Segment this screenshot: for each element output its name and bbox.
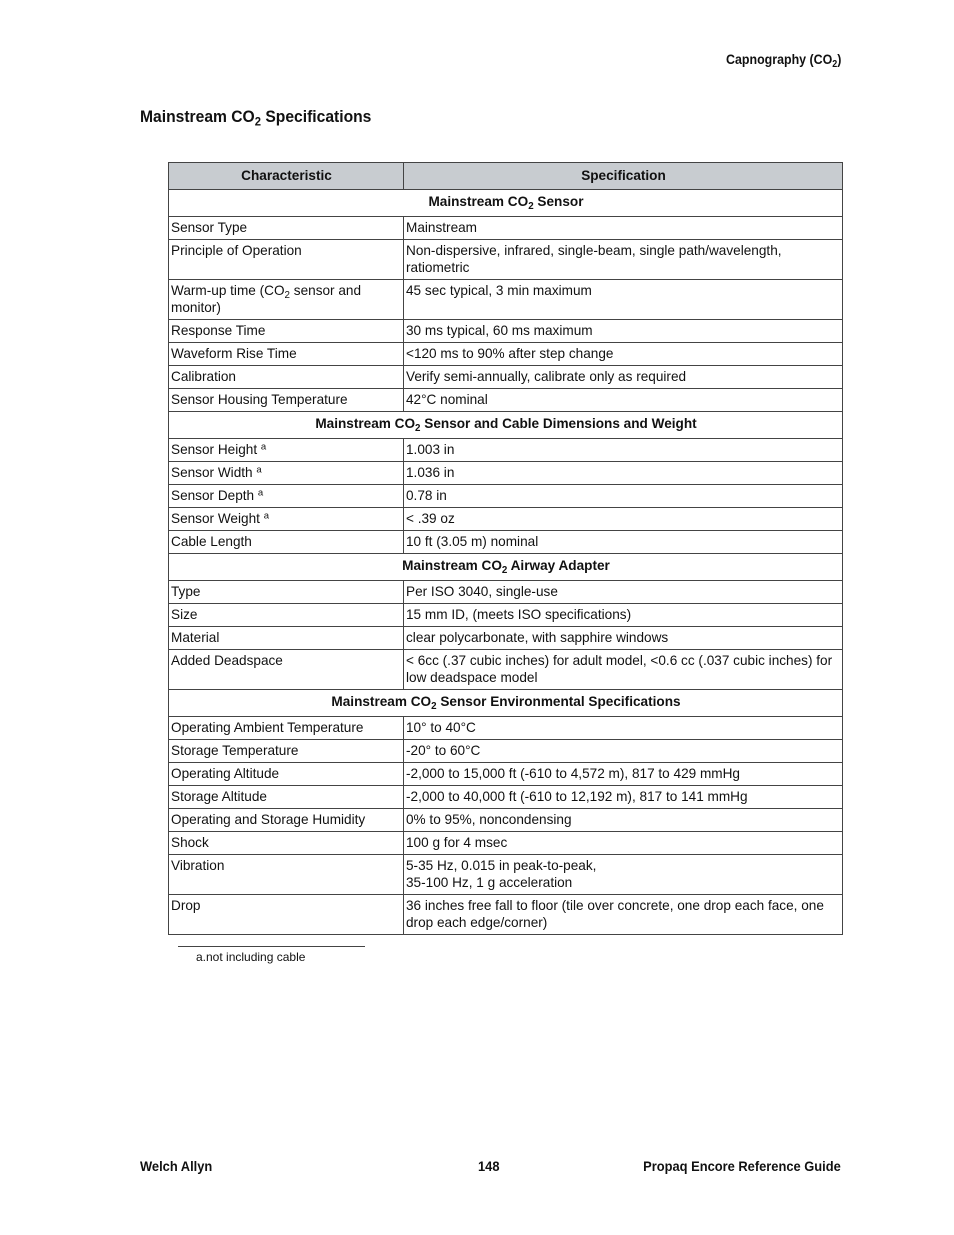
specification-cell: 42°C nominal — [404, 389, 843, 412]
characteristic-cell — [169, 508, 404, 531]
table-row — [169, 531, 843, 554]
footer-page-number: 148 — [478, 1158, 500, 1174]
table-row — [169, 240, 843, 280]
characteristic-cell — [169, 717, 404, 740]
characteristic-text: Storage Altitude — [171, 789, 267, 804]
characteristic-cell — [169, 895, 404, 935]
characteristic-cell — [169, 439, 404, 462]
group-heading-text: Mainstream CO — [428, 194, 529, 209]
table-row — [169, 320, 843, 343]
table-row — [169, 366, 843, 389]
table-row — [169, 627, 843, 650]
characteristic-cell — [169, 240, 404, 280]
table-row — [169, 581, 843, 604]
characteristic-text: Storage Temperature — [171, 743, 299, 758]
specification-cell: -20° to 60°C — [404, 740, 843, 763]
table-row — [169, 280, 843, 320]
characteristic-text: Material — [171, 630, 220, 645]
characteristic-text: Sensor Depth — [171, 488, 258, 503]
characteristic-cell — [169, 485, 404, 508]
table-row — [169, 740, 843, 763]
group-row — [169, 554, 843, 581]
specification-cell: 1.036 in — [404, 462, 843, 485]
table-row — [169, 485, 843, 508]
footnote-marker: a — [263, 510, 269, 522]
group-heading — [169, 554, 843, 581]
table-row — [169, 389, 843, 412]
group-heading — [169, 690, 843, 717]
characteristic-cell — [169, 531, 404, 554]
specification-cell: 1.003 in — [404, 439, 843, 462]
characteristic-text: Cable Length — [171, 534, 252, 549]
specification-cell: <120 ms to 90% after step change — [404, 343, 843, 366]
table-row — [169, 832, 843, 855]
characteristic-cell — [169, 627, 404, 650]
specification-cell: Verify semi-annually, calibrate only as required — [404, 366, 843, 389]
running-head-text: Capnography (CO — [725, 52, 832, 67]
table-row — [169, 217, 843, 240]
specifications-table — [168, 162, 843, 935]
table-row — [169, 343, 843, 366]
column-header-specification: Specification — [404, 163, 843, 190]
table-row — [169, 650, 843, 690]
characteristic-text: Sensor Width — [171, 465, 257, 480]
characteristic-text: Sensor Housing Temperature — [171, 392, 348, 407]
table-row — [169, 809, 843, 832]
characteristic-cell — [169, 809, 404, 832]
table-row — [169, 604, 843, 627]
characteristic-cell — [169, 343, 404, 366]
footnote-marker: a — [260, 441, 267, 453]
specification-cell: 100 g for 4 msec — [404, 832, 843, 855]
specification-cell: 15 mm ID, (meets ISO specifications) — [404, 604, 843, 627]
characteristic-text: Operating Ambient Temperature — [171, 720, 364, 735]
group-heading-text: Mainstream CO — [315, 416, 416, 431]
characteristic-cell — [169, 740, 404, 763]
characteristic-cell — [169, 389, 404, 412]
specification-cell: 10 ft (3.05 m) nominal — [404, 531, 843, 554]
section-title-text: Mainstream CO — [140, 107, 255, 126]
specification-cell: 0.78 in — [404, 485, 843, 508]
characteristic-cell — [169, 217, 404, 240]
group-heading-text: Mainstream CO — [331, 694, 432, 709]
group-heading-subscript: 2 — [431, 700, 437, 712]
footer-company: Welch Allyn — [140, 1158, 213, 1174]
group-heading-subscript: 2 — [528, 200, 534, 212]
characteristic-text: Shock — [171, 835, 209, 850]
characteristic-text: Response Time — [171, 323, 266, 338]
characteristic-cell — [169, 855, 404, 895]
group-heading-subscript: 2 — [501, 564, 508, 576]
characteristic-cell — [169, 366, 404, 389]
section-title-subscript: 2 — [254, 114, 261, 129]
group-row — [169, 690, 843, 717]
table-row — [169, 717, 843, 740]
specification-cell: 30 ms typical, 60 ms maximum — [404, 320, 843, 343]
specification-cell: -2,000 to 15,000 ft (-610 to 4,572 m), 817 to 429 mmHg — [404, 763, 843, 786]
characteristic-text: Principle of Operation — [171, 243, 302, 258]
specification-cell: 5-35 Hz, 0.015 in peak-to-peak, 35-100 Hz, 1 g acceleration — [404, 855, 843, 895]
specification-cell: Non-dispersive, infrared, single-beam, single path/wavelength, ratiometric — [404, 240, 843, 280]
group-heading — [169, 190, 843, 217]
table-row — [169, 855, 843, 895]
characteristic-text: Size — [171, 607, 198, 622]
table-row — [169, 508, 843, 531]
footnote-marker: a — [257, 487, 264, 499]
specification-cell: < .39 oz — [404, 508, 843, 531]
section-title — [140, 107, 371, 127]
specification-cell: 10° to 40°C — [404, 717, 843, 740]
specification-cell: clear polycarbonate, with sapphire windows — [404, 627, 843, 650]
running-head — [725, 52, 841, 70]
specification-cell: 0% to 95%, noncondensing — [404, 809, 843, 832]
characteristic-text: Warm-up time (CO — [171, 283, 285, 298]
characteristic-cell — [169, 604, 404, 627]
characteristic-text: Operating and Storage Humidity — [171, 812, 366, 827]
characteristic-cell — [169, 280, 404, 320]
group-heading-suffix: Airway Adapter — [507, 558, 610, 573]
specification-cell: 45 sec typical, 3 min maximum — [404, 280, 843, 320]
characteristic-cell — [169, 462, 404, 485]
specification-cell: -2,000 to 40,000 ft (-610 to 12,192 m), 817 to 141 mmHg — [404, 786, 843, 809]
characteristic-cell — [169, 650, 404, 690]
table-body — [169, 190, 843, 935]
footnote: a.not including cable — [196, 950, 306, 964]
characteristic-cell — [169, 832, 404, 855]
characteristic-cell — [169, 320, 404, 343]
characteristic-suffix: sensor and monitor) — [171, 283, 362, 315]
characteristic-cell — [169, 581, 404, 604]
running-head-subscript: 2 — [831, 58, 837, 70]
table-row — [169, 439, 843, 462]
section-title-suffix: Specifications — [260, 107, 372, 126]
column-header-characteristic: Characteristic — [169, 163, 404, 190]
group-heading-text: Mainstream CO — [402, 558, 502, 573]
characteristic-text: Waveform Rise Time — [171, 346, 297, 361]
group-heading-suffix: Sensor — [533, 194, 584, 209]
specification-cell: 36 inches free fall to floor (tile over concrete, one drop each face, one drop each edge/corner) — [404, 895, 843, 935]
table-row — [169, 763, 843, 786]
characteristic-text: Sensor Type — [171, 220, 248, 235]
group-heading — [169, 412, 843, 439]
characteristic-text: Drop — [171, 898, 201, 913]
running-head-close: ) — [836, 52, 841, 67]
characteristic-text: Vibration — [171, 858, 225, 873]
characteristic-text: Added Deadspace — [171, 653, 283, 668]
group-row — [169, 412, 843, 439]
group-row — [169, 190, 843, 217]
characteristic-cell — [169, 786, 404, 809]
table-row — [169, 895, 843, 935]
specification-cell: < 6cc (.37 cubic inches) for adult model, <0.6 cc (.037 cubic inches) for low deadspace model — [404, 650, 843, 690]
characteristic-text: Sensor Weight — [171, 511, 264, 526]
characteristic-subscript: 2 — [284, 289, 290, 301]
specification-cell: Mainstream — [404, 217, 843, 240]
characteristic-text: Operating Altitude — [171, 766, 280, 781]
characteristic-cell — [169, 763, 404, 786]
footer-guide-title: Propaq Encore Reference Guide — [643, 1158, 841, 1174]
characteristic-text: Sensor Height — [171, 442, 261, 457]
table-row — [169, 462, 843, 485]
specification-cell: Per ISO 3040, single-use — [404, 581, 843, 604]
footnote-rule — [178, 946, 365, 947]
characteristic-text: Calibration — [171, 369, 236, 384]
characteristic-text: Type — [171, 584, 201, 599]
group-heading-suffix: Sensor and Cable Dimensions and Weight — [420, 416, 697, 431]
group-heading-suffix: Sensor Environmental Specifications — [436, 694, 681, 709]
footnote-marker: a — [256, 464, 262, 476]
table-row — [169, 786, 843, 809]
table-header-row — [169, 163, 843, 190]
group-heading-subscript: 2 — [415, 422, 421, 434]
